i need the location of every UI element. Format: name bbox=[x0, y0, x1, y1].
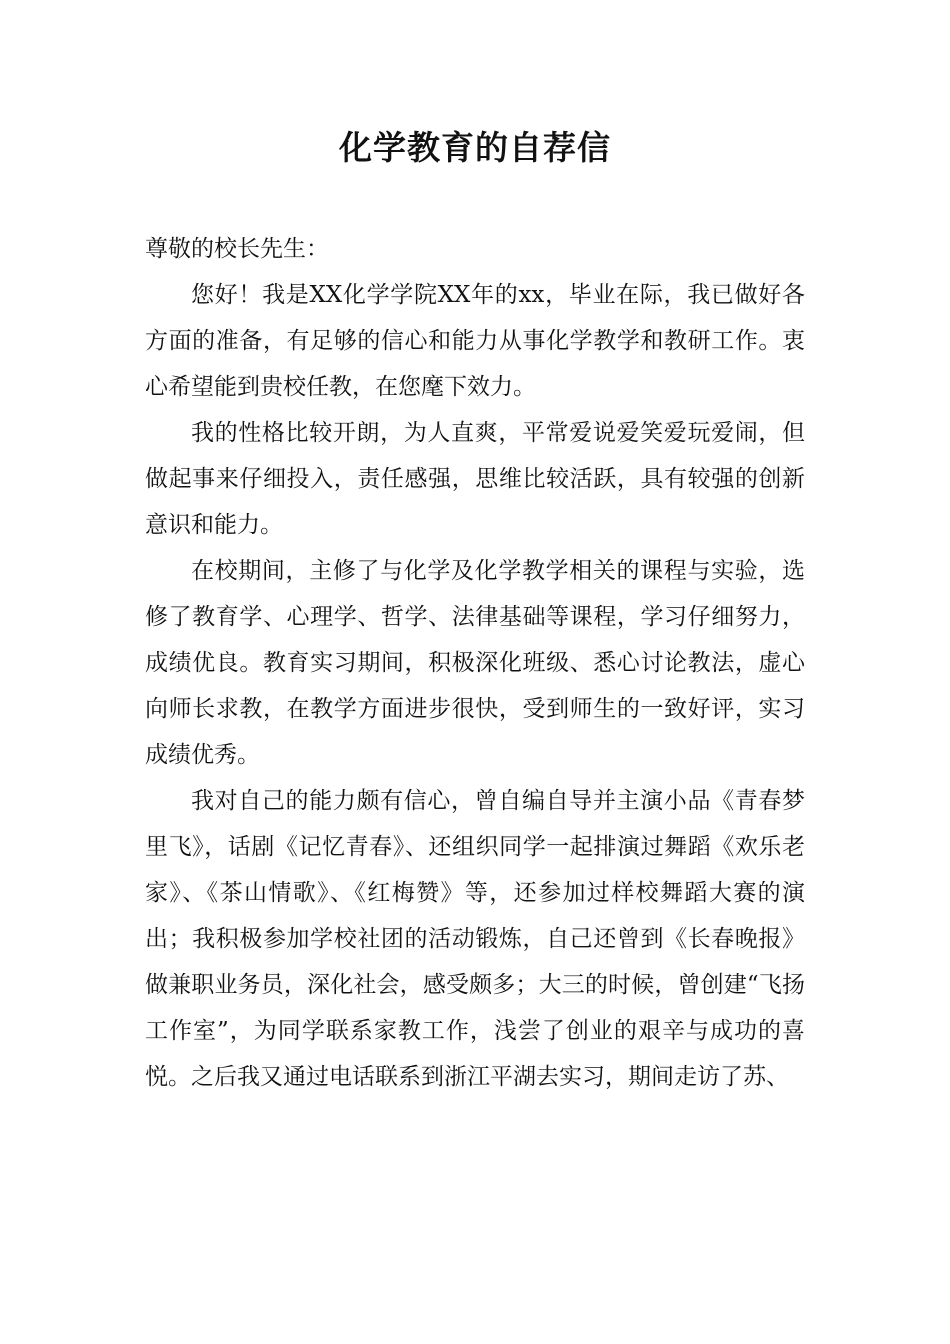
document-title: 化学教育的自荐信 bbox=[339, 128, 611, 167]
salutation: 尊敬的校长先生： bbox=[145, 236, 329, 262]
paragraph-personality: 我的性格比较开朗，为人直爽，平常爱说爱笑爱玩爱闹，但做起事来仔细投入，责任感强，思维比较活跃，具有较强的创新意识和能力。 bbox=[145, 420, 805, 538]
letter-paragraphs bbox=[145, 272, 805, 1100]
paragraph-greeting: 您好！我是XX化学学院XX年的xx，毕业在际，我已做好各方面的准备，有足够的信心和能力从事化学教学和教研工作。衷心希望能到贵校任教，在您麾下效力。 bbox=[145, 282, 805, 400]
paragraph-activities: 我对自己的能力颇有信心，曾自编自导并主演小品《青春梦里飞》，话剧《记忆青春》、还组织同学一起排演过舞蹈《欢乐老家》、《茶山情歌》、《红梅赞》等，还参加过样校舞蹈大赛的演出；我积极参加学校社团的活动锻炼，自己还曾到《长春晚报》做兼职业务员，深化社会，感受颇多；大三的时候，曾创建“飞扬工作室”，为同学联系家教工作，浅尝了创业的艰辛与成功的喜悦。之后我又通过电话联系到浙江平湖去实习，期间走访了苏、 bbox=[145, 788, 805, 1090]
paragraph-studies: 在校期间，主修了与化学及化学教学相关的课程与实验，选修了教育学、心理学、哲学、法律基础等课程，学习仔细努力，成绩优良。教育实习期间，积极深化班级、悉心讨论教法，虚心向师长求教，在教学方面进步很快，受到师生的一致好评，实习成绩优秀。 bbox=[145, 558, 805, 768]
letter-body bbox=[145, 226, 805, 1100]
